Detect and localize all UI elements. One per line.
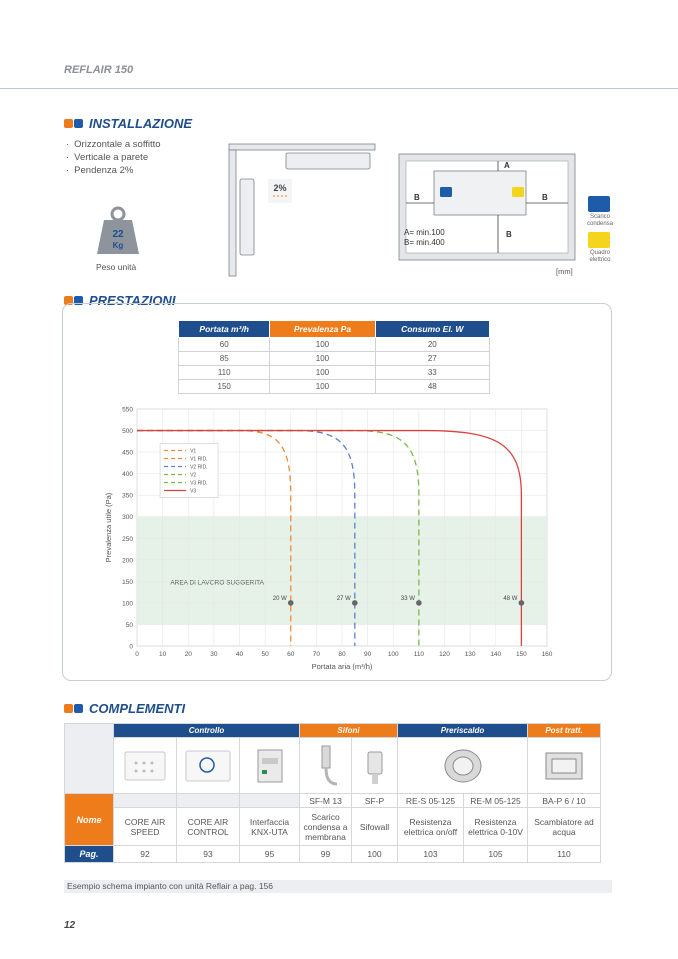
prestazioni-title: PRESTAZIONI <box>89 293 176 308</box>
product-code: SF-M 13 <box>300 794 352 808</box>
product-name: CORE AIR SPEED <box>114 808 177 846</box>
legend-label: V2 <box>190 472 197 479</box>
x-tick-label: 40 <box>235 651 244 658</box>
list-item: · Orizzontale a soffitto <box>66 138 161 151</box>
document-header-title: REFLAIR 150 <box>64 64 134 76</box>
complementi-title: COMPLEMENTI <box>89 701 186 716</box>
product-page: 99 <box>300 846 352 863</box>
dim-b-min: B= min.400 <box>404 238 445 247</box>
product-image-sf-p <box>352 738 398 794</box>
operating-point-label: 33 W <box>400 595 415 602</box>
installation-side-diagram <box>228 143 378 278</box>
product-image-core-air-control <box>177 738 240 794</box>
operating-point <box>519 600 525 606</box>
x-tick-label: 120 <box>439 651 450 658</box>
x-tick-label: 160 <box>541 651 553 658</box>
weight-caption: Peso unità <box>96 262 137 272</box>
product-page: 92 <box>114 846 177 863</box>
dim-a-min: A= min.100 <box>404 228 445 237</box>
drain-label: Scarico condensa <box>586 214 614 227</box>
heading-square-icon <box>64 119 73 128</box>
x-tick-label: 30 <box>210 651 218 658</box>
operating-point-label: 48 W <box>503 595 518 602</box>
table-cell: 60 <box>179 338 270 352</box>
row-header-pag: Pag. <box>65 846 114 863</box>
table-cell: 33 <box>375 366 489 380</box>
table-cell: 20 <box>375 338 489 352</box>
slope-label: 2% <box>273 183 287 193</box>
performance-chart <box>100 400 560 675</box>
y-tick-label: 350 <box>122 492 133 500</box>
y-axis-label: Prevalenza utile (Pa) <box>104 492 113 563</box>
product-name: Resistenza elettrica 0-10V <box>464 808 528 846</box>
x-tick-label: 80 <box>338 651 346 658</box>
table-cell: 27 <box>375 352 489 366</box>
group-header-sifoni: Sifoni <box>300 724 398 738</box>
installazione-title: INSTALLAZIONE <box>89 116 193 131</box>
heading-square-icon <box>64 704 73 713</box>
x-tick-label: 150 <box>515 651 527 658</box>
product-code <box>114 794 177 808</box>
x-tick-label: 60 <box>287 651 295 658</box>
x-tick-label: 110 <box>413 651 425 658</box>
duct-heater-icon <box>438 746 488 786</box>
x-tick-label: 90 <box>364 651 372 658</box>
product-code: RE-S 05-125 <box>398 794 464 808</box>
heading-square-icon <box>74 704 83 713</box>
y-tick-label: 500 <box>122 428 133 436</box>
product-name: CORE AIR CONTROL <box>177 808 240 846</box>
controller-display-icon <box>185 750 231 782</box>
product-name: Scambiatore ad acqua <box>528 808 601 846</box>
y-tick-label: 250 <box>122 535 133 543</box>
drain-icon <box>588 196 610 212</box>
legend-label: V2 RID. <box>190 464 208 471</box>
table-cell: 48 <box>375 380 489 394</box>
page-number: 12 <box>64 920 76 931</box>
dim-b-right-label: B <box>542 193 548 202</box>
dim-a-label: A <box>504 161 510 170</box>
product-code <box>177 794 240 808</box>
weight-icon <box>96 206 140 256</box>
product-code: RE-M 05-125 <box>464 794 528 808</box>
weight-unit: Kg <box>112 241 124 250</box>
y-tick-label: 550 <box>122 406 133 414</box>
perf-header-power: Consumo El. W <box>375 321 489 338</box>
complementi-heading <box>64 701 185 716</box>
table-cell: 110 <box>179 366 270 380</box>
y-tick-label: 300 <box>122 514 133 522</box>
legend-label: V1 <box>190 448 197 455</box>
product-page: 103 <box>398 846 464 863</box>
x-tick-label: 50 <box>261 651 269 658</box>
x-tick-label: 10 <box>159 651 167 658</box>
power-label: Quadro elettrico <box>589 250 611 263</box>
y-tick-label: 0 <box>129 643 133 651</box>
product-page: 100 <box>352 846 398 863</box>
accessories-table <box>64 723 601 863</box>
table-cell: 150 <box>179 380 270 394</box>
installation-list <box>66 138 161 177</box>
table-row <box>179 380 490 394</box>
dim-b-bottom-label: B <box>506 230 512 239</box>
product-page: 105 <box>464 846 528 863</box>
installazione-heading <box>64 116 192 131</box>
x-tick-label: 140 <box>490 651 502 658</box>
product-name: Resistenza elettrica on/off <box>398 808 464 846</box>
product-page: 95 <box>240 846 300 863</box>
x-axis-label: Portata aria (m³/h) <box>311 662 373 671</box>
product-page: 110 <box>528 846 601 863</box>
product-page: 93 <box>177 846 240 863</box>
operating-point <box>288 600 294 606</box>
operating-point <box>352 600 358 606</box>
product-name: Interfaccia KNX-UTA <box>240 808 300 846</box>
siphon-icon <box>360 746 390 786</box>
operating-point <box>416 600 422 606</box>
product-name: Scarico condensa a membrana <box>300 808 352 846</box>
weight-value: 22 <box>112 229 124 240</box>
wall-panel-icon <box>124 751 166 781</box>
x-tick-label: 100 <box>387 651 399 658</box>
legend-label: V3 RID. <box>190 480 208 487</box>
product-code <box>240 794 300 808</box>
table-cell: 100 <box>270 366 375 380</box>
x-tick-label: 20 <box>184 651 192 658</box>
product-image-sf-m13 <box>300 738 352 794</box>
legend-label: V1 RID. <box>190 456 208 463</box>
y-tick-label: 50 <box>125 621 133 629</box>
y-tick-label: 450 <box>122 449 133 457</box>
perf-header-pressure: Prevalenza Pa <box>270 321 375 338</box>
footer-note: Esempio schema impianto con unità Reflair a pag. 156 <box>64 880 612 893</box>
product-image-core-air-speed <box>114 738 177 794</box>
group-header-post-tratt: Post tratt. <box>528 724 601 738</box>
table-cell: 100 <box>270 380 375 394</box>
legend-label: V3 <box>190 488 197 495</box>
heading-square-icon <box>74 119 83 128</box>
power-icon <box>588 232 610 248</box>
water-exchanger-icon <box>542 747 586 785</box>
product-code: SF-P <box>352 794 398 808</box>
row-header-nome: Nome <box>65 794 114 846</box>
y-tick-label: 400 <box>122 471 133 479</box>
table-cell: 100 <box>270 352 375 366</box>
table-row <box>179 338 490 352</box>
product-image-heater <box>398 738 528 794</box>
list-item: · Verticale a parete <box>66 151 161 164</box>
unit-label: [mm] <box>556 267 573 276</box>
table-row <box>179 352 490 366</box>
din-module-icon <box>254 746 286 786</box>
x-tick-label: 0 <box>135 651 139 658</box>
y-tick-label: 150 <box>122 578 133 586</box>
performance-table <box>178 320 490 394</box>
membrane-drain-icon <box>311 744 341 788</box>
product-image-ba-p <box>528 738 601 794</box>
group-header-preriscaldo: Preriscaldo <box>398 724 528 738</box>
y-tick-label: 100 <box>122 600 133 608</box>
x-tick-label: 130 <box>464 651 476 658</box>
table-row <box>179 366 490 380</box>
corner-cell <box>65 724 114 794</box>
legend-box <box>160 443 218 497</box>
clearance-diagram <box>398 153 578 263</box>
x-tick-label: 70 <box>312 651 320 658</box>
operating-point-label: 27 W <box>336 595 351 602</box>
table-cell: 85 <box>179 352 270 366</box>
group-header-controllo: Controllo <box>114 724 300 738</box>
y-tick-label: 200 <box>122 557 133 565</box>
operating-point-label: 20 W <box>272 595 287 602</box>
product-image-knx <box>240 738 300 794</box>
perf-header-flow: Portata m³/h <box>179 321 270 338</box>
dim-b-left-label: B <box>414 193 420 202</box>
product-code: BA-P 6 / 10 <box>528 794 601 808</box>
table-cell: 100 <box>270 338 375 352</box>
product-name: Sifowall <box>352 808 398 846</box>
working-area-label: AREA DI LAVORO SUGGERITA <box>170 579 264 587</box>
list-item: · Pendenza 2% <box>66 164 161 177</box>
header-divider <box>0 88 678 89</box>
